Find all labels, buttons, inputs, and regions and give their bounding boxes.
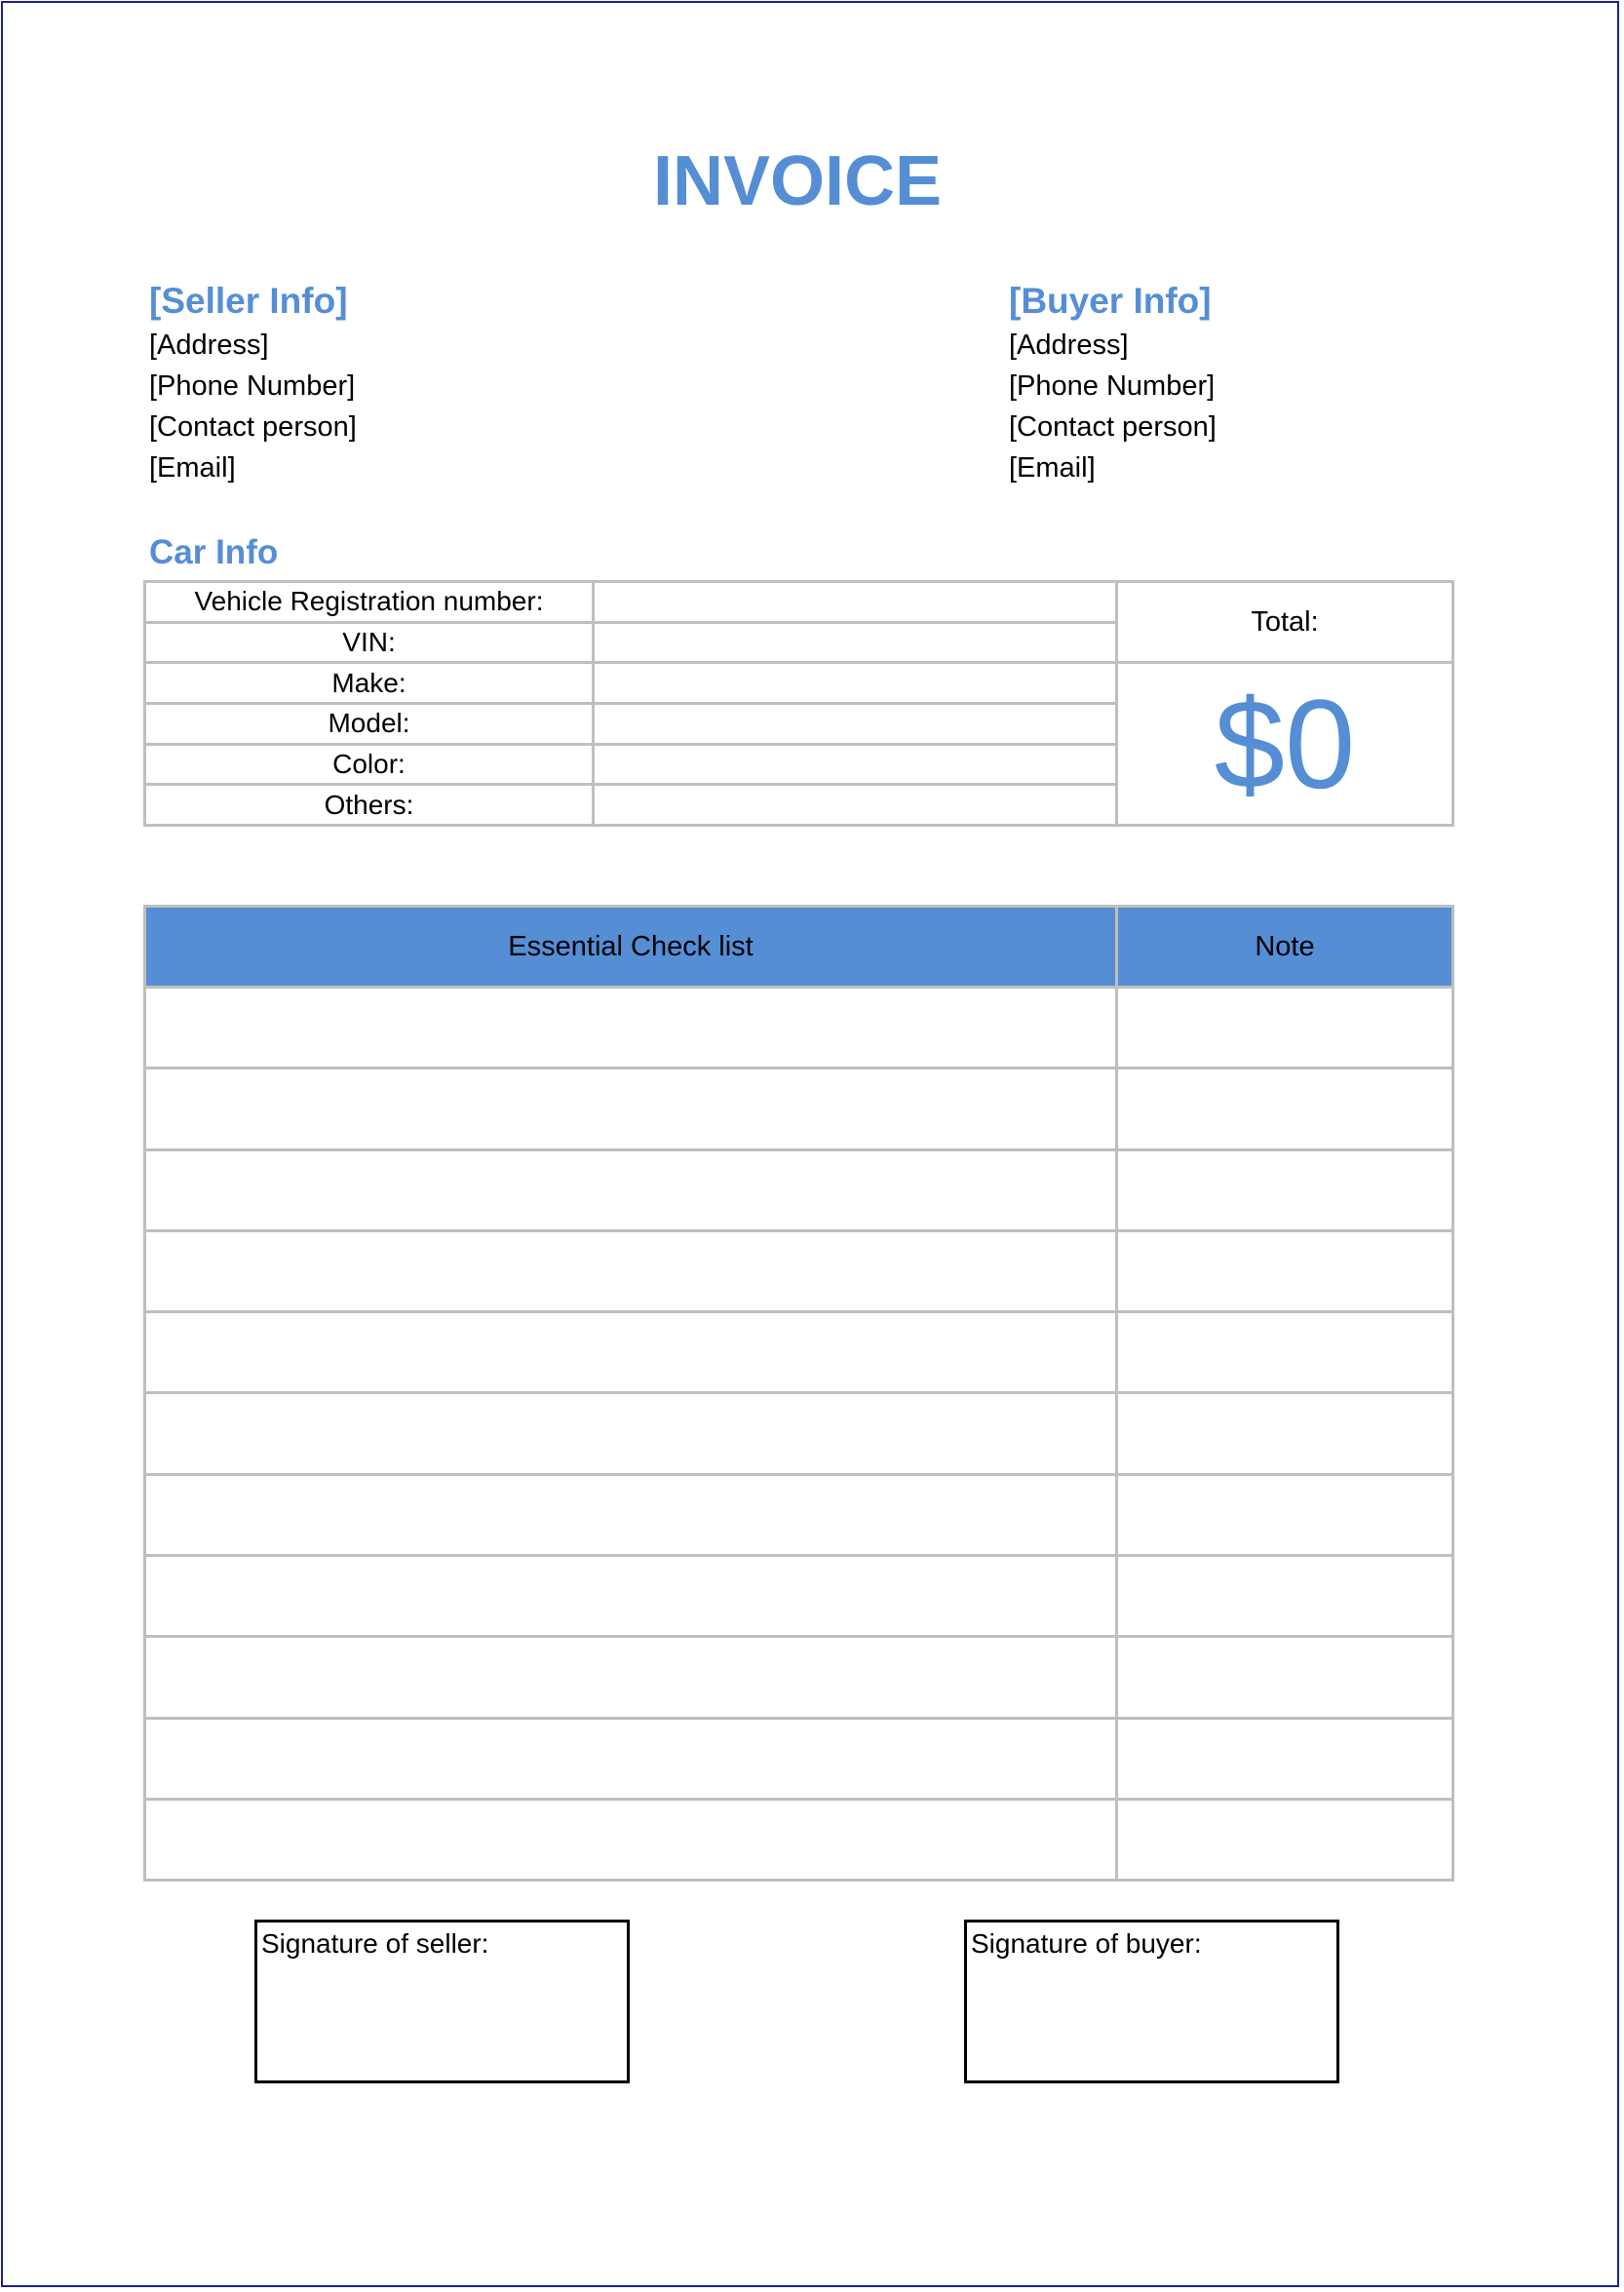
table-row [145, 1474, 1453, 1555]
table-row [145, 1312, 1453, 1393]
buyer-info [1009, 278, 1217, 488]
buyer-contact: [Contact person] [1009, 411, 1217, 443]
seller-address: [Address] [149, 330, 269, 361]
table-row [145, 1637, 1453, 1718]
car-field-value[interactable] [594, 582, 1117, 623]
checklist-cell[interactable] [145, 1149, 1117, 1230]
checklist-cell[interactable] [145, 1230, 1117, 1311]
car-field-value[interactable] [594, 704, 1117, 745]
seller-phone: [Phone Number] [149, 370, 356, 402]
note-cell[interactable] [1117, 1556, 1453, 1637]
car-field-label: Color: [145, 744, 594, 785]
seller-contact: [Contact person] [149, 411, 357, 443]
invoice-title: INVOICE [652, 142, 943, 220]
car-info-heading: Car Info [149, 533, 279, 571]
note-cell[interactable] [1117, 1393, 1453, 1474]
car-field-label: Make: [145, 663, 594, 704]
note-cell[interactable] [1117, 1637, 1453, 1718]
checklist-column-header: Essential Check list [145, 907, 1117, 988]
car-row [145, 663, 1453, 704]
note-column-header: Note [1117, 907, 1453, 988]
buyer-signature-label: Signature of buyer: [971, 1928, 1202, 1959]
table-row [145, 1799, 1453, 1880]
table-row [145, 1230, 1453, 1311]
buyer-address: [Address] [1009, 330, 1129, 361]
car-field-label: Model: [145, 704, 594, 745]
buyer-email: [Email] [1009, 452, 1096, 484]
total-amount: $0 [1117, 663, 1453, 826]
note-cell[interactable] [1117, 988, 1453, 1068]
car-field-value[interactable] [594, 744, 1117, 785]
table-row [145, 1556, 1453, 1637]
checklist-cell[interactable] [145, 1637, 1117, 1718]
car-field-label: Vehicle Registration number: [145, 582, 594, 623]
checklist-header-row [145, 907, 1453, 988]
table-row [145, 1718, 1453, 1799]
checklist-table [143, 905, 1454, 1882]
seller-info [149, 278, 357, 488]
total-label: Total: [1117, 582, 1453, 663]
car-field-label: VIN: [145, 622, 594, 663]
buyer-heading: [Buyer Info] [1009, 281, 1212, 321]
table-row [145, 988, 1453, 1068]
checklist-cell[interactable] [145, 1474, 1117, 1555]
buyer-phone: [Phone Number] [1009, 370, 1216, 402]
checklist-cell[interactable] [145, 1718, 1117, 1799]
checklist-cell[interactable] [145, 1068, 1117, 1149]
note-cell[interactable] [1117, 1230, 1453, 1311]
car-field-label: Others: [145, 785, 594, 826]
table-row [145, 1068, 1453, 1149]
checklist-cell[interactable] [145, 1312, 1117, 1393]
seller-heading: [Seller Info] [149, 281, 348, 321]
car-field-value[interactable] [594, 785, 1117, 826]
car-row [145, 582, 1453, 623]
checklist-cell[interactable] [145, 1799, 1117, 1880]
car-field-value[interactable] [594, 663, 1117, 704]
car-field-value[interactable] [594, 622, 1117, 663]
buyer-signature-box[interactable] [964, 1920, 1339, 2083]
seller-email: [Email] [149, 452, 236, 484]
seller-signature-label: Signature of seller: [261, 1928, 489, 1959]
seller-signature-box[interactable] [254, 1920, 630, 2083]
checklist-cell[interactable] [145, 1393, 1117, 1474]
checklist-cell[interactable] [145, 1556, 1117, 1637]
note-cell[interactable] [1117, 1474, 1453, 1555]
note-cell[interactable] [1117, 1718, 1453, 1799]
checklist-cell[interactable] [145, 988, 1117, 1068]
table-row [145, 1393, 1453, 1474]
table-row [145, 1149, 1453, 1230]
note-cell[interactable] [1117, 1149, 1453, 1230]
note-cell[interactable] [1117, 1068, 1453, 1149]
note-cell[interactable] [1117, 1312, 1453, 1393]
note-cell[interactable] [1117, 1799, 1453, 1880]
car-info-table [143, 580, 1454, 827]
